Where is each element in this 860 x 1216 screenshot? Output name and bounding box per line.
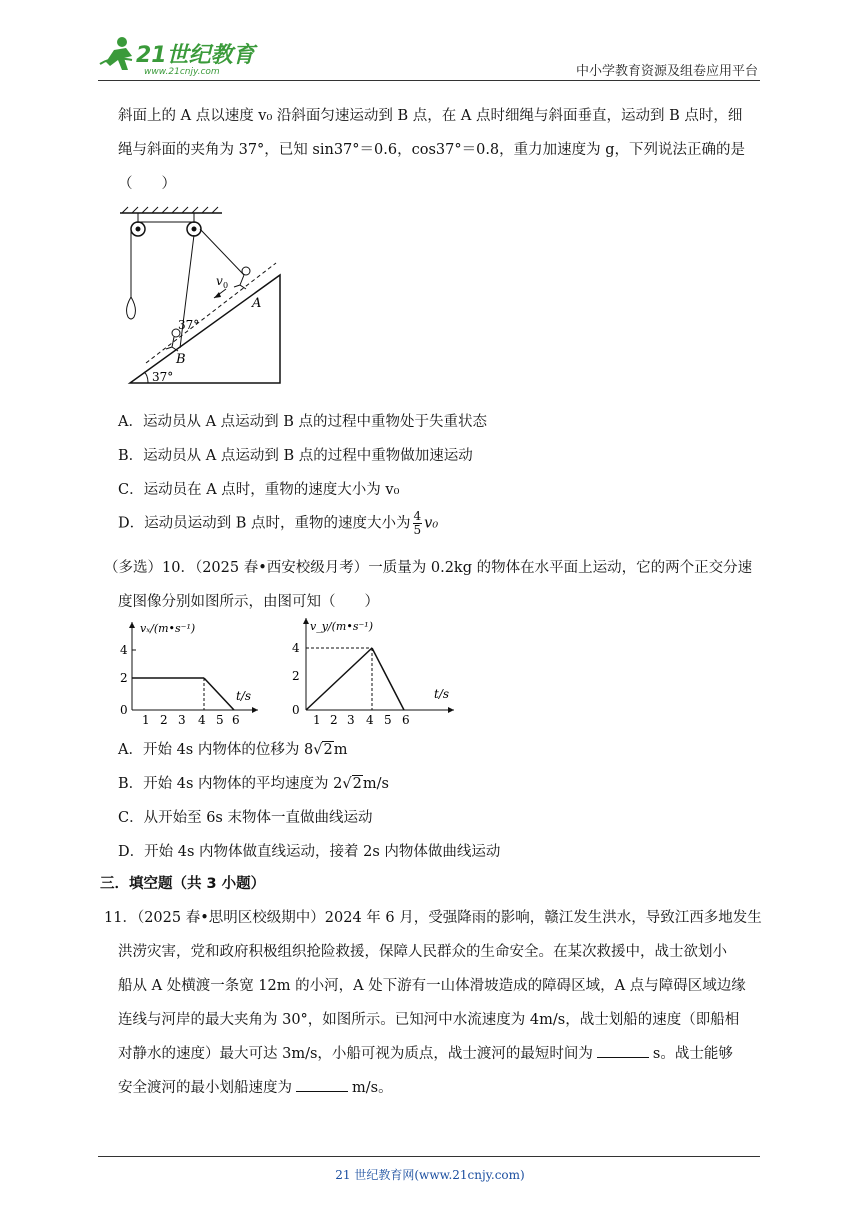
svg-text:5: 5 — [216, 713, 224, 727]
svg-text:3: 3 — [347, 713, 355, 727]
header-divider — [98, 80, 760, 81]
q10-option-d: D．开始 4s 内物体做直线运动，接着 2s 内物体做曲线运动 — [118, 844, 501, 860]
point-b-label: B — [176, 352, 186, 367]
section-heading: 三．填空题（共 3 小题） — [100, 876, 266, 892]
svg-text:0: 0 — [120, 703, 128, 717]
svg-text:4: 4 — [198, 713, 206, 727]
answer-blank-1[interactable] — [597, 1043, 649, 1058]
q9-option-c: C．运动员在 A 点时，重物的速度大小为 v₀ — [118, 482, 400, 498]
q9-line-2: 绳与斜面的夹角为 37°，已知 sin37°＝0.6，cos37°＝0.8，重力加速度为 g，下列说法正确的是 — [118, 142, 746, 158]
svg-text:2: 2 — [120, 671, 128, 685]
svg-text:4: 4 — [292, 641, 300, 655]
svg-text:5: 5 — [384, 713, 392, 727]
platform-name: 中小学教育资源及组卷应用平台 — [575, 64, 758, 79]
logo-text: 21世纪教育 — [136, 43, 255, 68]
vx-t-chart — [112, 618, 262, 732]
vy-t-chart — [288, 614, 458, 732]
footer-text: 21 世纪教育网(www.21cnjy.com) — [335, 1168, 525, 1182]
q11-line-1: 11．（2025 春•思明区校级期中）2024 年 6 月，受强降雨的影响，赣江发生洪水，导致江西多地发生 — [104, 910, 762, 926]
incline-pulley-figure — [118, 205, 298, 394]
point-a-label: A — [252, 296, 262, 311]
site-logo — [92, 34, 262, 80]
q11-line-4: 连线与河岸的最大夹角为 30°，如图所示。已知河中水流速度为 4m/s，战士划船的速度（即船相 — [118, 1012, 740, 1028]
q10-line-2: 度图像分别如图所示，由图可知（ ） — [118, 594, 379, 610]
runner-icon — [100, 37, 132, 70]
v0-label: v — [216, 274, 223, 288]
q9-line-1: 斜面上的 A 点以速度 v₀ 沿斜面匀速运动到 B 点，在 A 点时细绳与斜面垂直，运动到 B 点时，细 — [118, 108, 743, 124]
vx-ylabel: vₓ/(m•s⁻¹) — [140, 622, 196, 635]
logo-url: www.21cnjy.com — [144, 67, 220, 77]
svg-text:0: 0 — [292, 703, 300, 717]
svg-text:6: 6 — [402, 713, 410, 727]
q10-option-b: B．开始 4s 内物体的平均速度为 2√2m/s — [118, 776, 389, 792]
svg-text:4: 4 — [120, 643, 128, 657]
q9-option-d-text: D．运动员运动到 B 点时，重物的速度大小为 — [118, 515, 411, 532]
v0-sub-label: 0 — [223, 281, 229, 290]
q11-line-3: 船从 A 处横渡一条宽 12m 的小河，A 处下游有一山体滑坡造成的障碍区域，A 点与障碍区域边缘 — [118, 978, 746, 994]
fraction: $\frac{4}{5}$ — [413, 509, 422, 537]
q9-option-a: A．运动员从 A 点运动到 B 点的过程中重物处于失重状态 — [118, 414, 488, 430]
q9-option-b: B．运动员从 A 点运动到 B 点的过程中重物做加速运动 — [118, 448, 473, 464]
q10-line-1: （多选）10．（2025 春•西安校级月考）一质量为 0.2kg 的物体在水平面上运动，它的两个正交分速 — [104, 560, 753, 576]
q9-line-3: （ ） — [118, 176, 176, 192]
svg-text:3: 3 — [178, 713, 186, 727]
answer-blank-2[interactable] — [296, 1077, 348, 1092]
svg-text:2: 2 — [292, 669, 300, 683]
svg-text:2: 2 — [330, 713, 338, 727]
svg-text:6: 6 — [232, 713, 240, 727]
q10-option-a: A．开始 4s 内物体的位移为 8√2m — [118, 742, 348, 758]
vy-ylabel: v_y/(m•s⁻¹) — [310, 620, 373, 633]
footer-divider — [98, 1156, 760, 1157]
svg-text:1: 1 — [142, 713, 150, 727]
vx-xlabel: t/s — [236, 689, 252, 703]
svg-text:1: 1 — [313, 713, 321, 727]
vy-xlabel: t/s — [434, 687, 450, 701]
q10-option-c: C．从开始至 6s 末物体一直做曲线运动 — [118, 810, 373, 826]
angle-top-label: 37° — [178, 318, 200, 332]
q9-option-d: D．运动员运动到 B 点时，重物的速度大小为 $\frac{4}{5}$ v₀ — [118, 509, 439, 537]
svg-text:4: 4 — [366, 713, 374, 727]
svg-text:2: 2 — [160, 713, 168, 727]
q11-line-6: 安全渡河的最小划船速度为 m/s。 — [118, 1076, 393, 1097]
q11-line-2: 洪涝灾害，党和政府积极组织抢险救援，保障人民群众的生命安全。在某次救援中，战士欲划小 — [118, 944, 727, 960]
q11-line-5: 对静水的速度）最大可达 3m/s，小船可视为质点，战士渡河的最短时间为 s。战士能够 — [118, 1042, 733, 1063]
angle-bottom-label: 37° — [152, 370, 174, 384]
